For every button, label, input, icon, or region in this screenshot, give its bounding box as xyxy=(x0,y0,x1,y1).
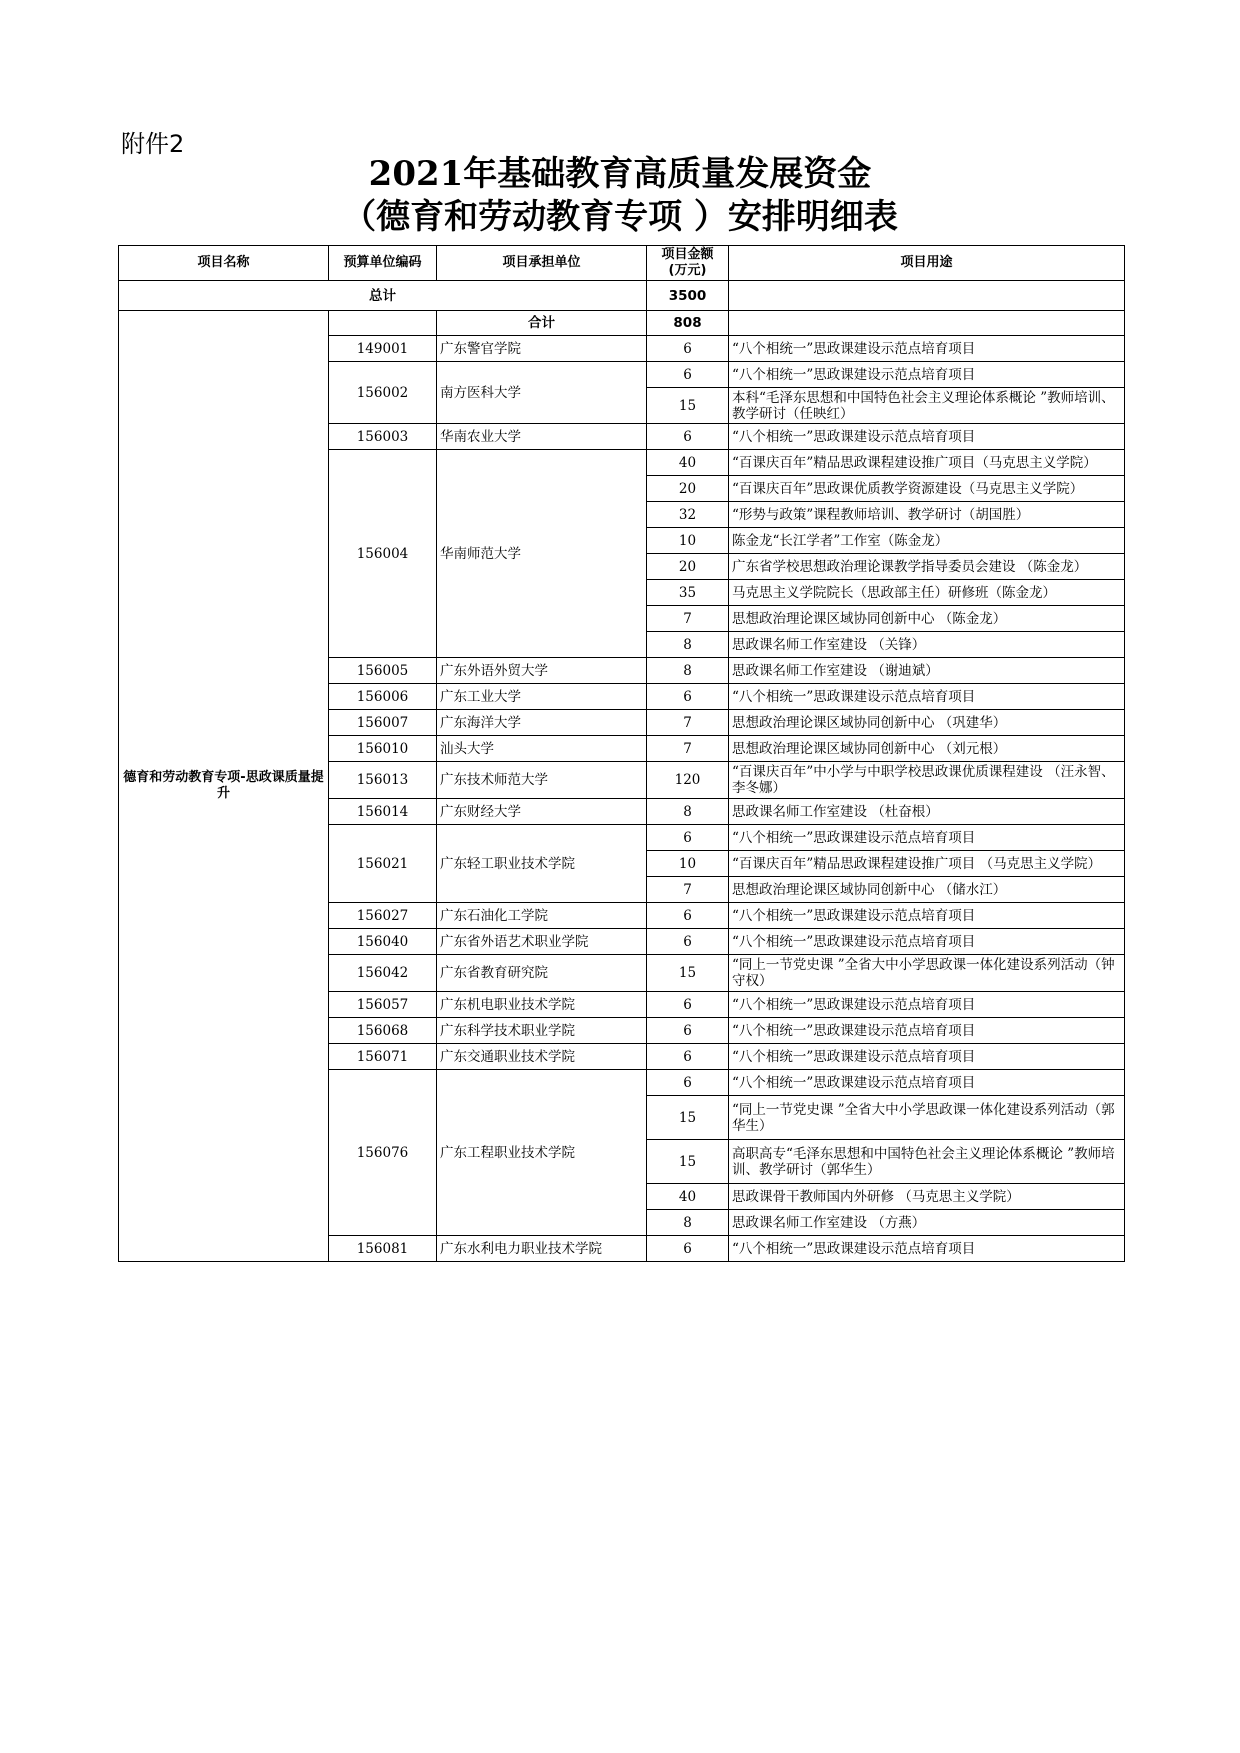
amount-cell: 6 xyxy=(647,362,729,388)
amount-cell: 40 xyxy=(647,450,729,476)
purpose-cell xyxy=(729,658,1125,684)
header-amount xyxy=(647,246,729,281)
header-row xyxy=(119,246,1125,281)
subtotal-row xyxy=(119,311,1125,336)
purpose-text: “八个相统一”思政课建设示范点培育项目 xyxy=(732,829,976,846)
budget-code-cell: 156004 xyxy=(329,450,437,658)
unit-name-cell: 广东工业大学 xyxy=(437,684,647,710)
unit-name-cell: 广东财经大学 xyxy=(437,799,647,825)
budget-code-cell: 156006 xyxy=(329,684,437,710)
purpose-cell xyxy=(729,736,1125,762)
purpose-text: 高职高专“毛泽东思想和中国特色社会主义理论体系概论 ”教师培训、教学研讨（郭华生） xyxy=(732,1145,1115,1178)
purpose-cell xyxy=(729,1096,1125,1140)
purpose-text: 马克思主义学院院长（思政部主任）研修班（陈金龙） xyxy=(732,584,1056,601)
unit-name-cell: 广东警官学院 xyxy=(437,336,647,362)
purpose-cell xyxy=(729,424,1125,450)
amount-cell: 15 xyxy=(647,955,729,992)
grand-total-purpose xyxy=(729,281,1125,311)
subtotal-purpose xyxy=(729,311,1125,336)
purpose-cell xyxy=(729,799,1125,825)
purpose-cell xyxy=(729,684,1125,710)
attachment-label: 附件2 xyxy=(121,130,185,158)
amount-cell: 15 xyxy=(647,1096,729,1140)
purpose-text: “百课庆百年”中小学与中职学校思政课优质课程建设 （汪永智、李冬娜） xyxy=(732,764,1115,796)
grand-total-row xyxy=(119,281,1125,311)
purpose-cell xyxy=(729,606,1125,632)
purpose-cell xyxy=(729,1044,1125,1070)
amount-cell: 32 xyxy=(647,502,729,528)
budget-code-cell: 156027 xyxy=(329,903,437,929)
budget-code-cell: 156007 xyxy=(329,710,437,736)
amount-cell: 7 xyxy=(647,877,729,903)
purpose-cell xyxy=(729,1070,1125,1096)
purpose-cell xyxy=(729,1184,1125,1210)
purpose-cell xyxy=(729,476,1125,502)
budget-code-cell: 156014 xyxy=(329,799,437,825)
unit-name-cell: 广东水利电力职业技术学院 xyxy=(437,1236,647,1262)
unit-name-cell: 广东交通职业技术学院 xyxy=(437,1044,647,1070)
budget-code-cell: 156013 xyxy=(329,762,437,799)
purpose-text: “形势与政策”课程教师培训、教学研讨（胡国胜） xyxy=(732,506,1030,523)
unit-name-cell: 广东外语外贸大学 xyxy=(437,658,647,684)
amount-cell: 6 xyxy=(647,684,729,710)
unit-name-cell: 南方医科大学 xyxy=(437,362,647,424)
budget-code-cell: 156010 xyxy=(329,736,437,762)
unit-name-cell: 广东石油化工学院 xyxy=(437,903,647,929)
header-amount-line-2: (万元) xyxy=(668,263,707,278)
header-unit: 项目承担单位 xyxy=(437,246,647,281)
purpose-text: 思想政治理论课区域协同创新中心 （储水江） xyxy=(732,881,1007,898)
purpose-text: 思政课名师工作室建设 （关锋） xyxy=(732,636,926,653)
purpose-text: “八个相统一”思政课建设示范点培育项目 xyxy=(732,366,976,383)
purpose-cell xyxy=(729,877,1125,903)
purpose-text: “同上一节党史课 ”全省大中小学思政课一体化建设系列活动（钟守权） xyxy=(732,957,1115,989)
header-budget-code: 预算单位编码 xyxy=(329,246,437,281)
purpose-text: 思政课名师工作室建设 （方燕） xyxy=(732,1214,926,1231)
purpose-text: 思政课名师工作室建设 （谢迪斌） xyxy=(732,662,939,679)
purpose-text: “八个相统一”思政课建设示范点培育项目 xyxy=(732,688,976,705)
amount-cell: 10 xyxy=(647,528,729,554)
amount-cell: 15 xyxy=(647,1140,729,1184)
purpose-cell xyxy=(729,955,1125,992)
amount-cell: 6 xyxy=(647,992,729,1018)
amount-cell: 20 xyxy=(647,554,729,580)
purpose-text: “百课庆百年”思政课优质教学资源建设（马克思主义学院） xyxy=(732,480,1084,497)
purpose-cell xyxy=(729,903,1125,929)
amount-cell: 6 xyxy=(647,929,729,955)
purpose-text: “八个相统一”思政课建设示范点培育项目 xyxy=(732,1022,976,1039)
purpose-cell xyxy=(729,1018,1125,1044)
purpose-cell xyxy=(729,1140,1125,1184)
unit-name-cell: 广东科学技术职业学院 xyxy=(437,1018,647,1044)
purpose-text: 思政课骨干教师国内外研修 （马克思主义学院） xyxy=(732,1188,1020,1205)
unit-name-cell: 广东省外语艺术职业学院 xyxy=(437,929,647,955)
budget-code-cell: 156003 xyxy=(329,424,437,450)
amount-cell: 20 xyxy=(647,476,729,502)
purpose-text: 思政课名师工作室建设 （杜奋根） xyxy=(732,803,939,820)
unit-name-cell: 广东工程职业技术学院 xyxy=(437,1070,647,1236)
purpose-cell xyxy=(729,632,1125,658)
amount-cell: 8 xyxy=(647,1210,729,1236)
purpose-text: 思想政治理论课区域协同创新中心 （陈金龙） xyxy=(732,610,1007,627)
budget-code-cell: 156040 xyxy=(329,929,437,955)
unit-name-cell: 汕头大学 xyxy=(437,736,647,762)
amount-cell: 7 xyxy=(647,606,729,632)
page-title-line-2: （德育和劳动教育专项 ）安排明细表 xyxy=(342,197,898,237)
page-title-line-1: 2021年基础教育高质量发展资金 xyxy=(368,154,872,194)
budget-code-cell: 156076 xyxy=(329,1070,437,1236)
budget-code-cell: 156071 xyxy=(329,1044,437,1070)
amount-cell: 7 xyxy=(647,710,729,736)
purpose-cell xyxy=(729,1210,1125,1236)
purpose-cell xyxy=(729,554,1125,580)
purpose-cell xyxy=(729,362,1125,388)
purpose-cell xyxy=(729,450,1125,476)
budget-code-cell: 156042 xyxy=(329,955,437,992)
purpose-cell xyxy=(729,388,1125,424)
grand-total-amount: 3500 xyxy=(647,281,729,311)
header-purpose: 项目用途 xyxy=(729,246,1125,281)
purpose-text: “八个相统一”思政课建设示范点培育项目 xyxy=(732,907,976,924)
amount-cell: 6 xyxy=(647,1236,729,1262)
project-name-cell: 德育和劳动教育专项-思政课质量提升 xyxy=(119,311,329,1262)
purpose-text: “八个相统一”思政课建设示范点培育项目 xyxy=(732,428,976,445)
purpose-cell xyxy=(729,992,1125,1018)
purpose-cell xyxy=(729,580,1125,606)
unit-name-cell: 广东省教育研究院 xyxy=(437,955,647,992)
purpose-cell xyxy=(729,502,1125,528)
budget-code-cell: 156021 xyxy=(329,825,437,903)
purpose-text: “八个相统一”思政课建设示范点培育项目 xyxy=(732,1240,976,1257)
purpose-text: “八个相统一”思政课建设示范点培育项目 xyxy=(732,933,976,950)
purpose-text: “八个相统一”思政课建设示范点培育项目 xyxy=(732,996,976,1013)
unit-name-cell: 广东机电职业技术学院 xyxy=(437,992,647,1018)
amount-cell: 120 xyxy=(647,762,729,799)
grand-total-label: 总计 xyxy=(119,281,647,311)
budget-code-cell: 156057 xyxy=(329,992,437,1018)
allocation-table xyxy=(118,245,1125,1262)
purpose-text: “同上一节党史课 ”全省大中小学思政课一体化建设系列活动（郭华生） xyxy=(732,1101,1115,1134)
purpose-cell xyxy=(729,851,1125,877)
subtotal-code xyxy=(329,311,437,336)
amount-cell: 8 xyxy=(647,658,729,684)
purpose-cell xyxy=(729,929,1125,955)
amount-cell: 40 xyxy=(647,1184,729,1210)
purpose-cell xyxy=(729,528,1125,554)
purpose-cell xyxy=(729,762,1125,799)
amount-cell: 6 xyxy=(647,1018,729,1044)
amount-cell: 6 xyxy=(647,1044,729,1070)
subtotal-amount: 808 xyxy=(647,311,729,336)
purpose-cell xyxy=(729,336,1125,362)
unit-name-cell: 广东海洋大学 xyxy=(437,710,647,736)
amount-cell: 7 xyxy=(647,736,729,762)
purpose-text: “八个相统一”思政课建设示范点培育项目 xyxy=(732,340,976,357)
budget-code-cell: 149001 xyxy=(329,336,437,362)
budget-code-cell: 156068 xyxy=(329,1018,437,1044)
purpose-text: 思想政治理论课区域协同创新中心 （刘元根） xyxy=(732,740,1007,757)
purpose-text: 本科“毛泽东思想和中国特色社会主义理论体系概论 ”教师培训、教学研讨（任映红） xyxy=(732,389,1115,422)
purpose-text: “百课庆百年”精品思政课程建设推广项目 （马克思主义学院） xyxy=(732,855,1102,872)
budget-code-cell: 156081 xyxy=(329,1236,437,1262)
header-project-name: 项目名称 xyxy=(119,246,329,281)
purpose-text: “百课庆百年”精品思政课程建设推广项目（马克思主义学院） xyxy=(732,454,1097,471)
header-amount-line-1: 项目金额 xyxy=(661,247,714,262)
amount-cell: 6 xyxy=(647,336,729,362)
amount-cell: 6 xyxy=(647,825,729,851)
amount-cell: 35 xyxy=(647,580,729,606)
purpose-text: 广东省学校思想政治理论课教学指导委员会建设 （陈金龙） xyxy=(732,558,1088,575)
purpose-text: “八个相统一”思政课建设示范点培育项目 xyxy=(732,1048,976,1065)
unit-name-cell: 华南师范大学 xyxy=(437,450,647,658)
purpose-cell xyxy=(729,1236,1125,1262)
subtotal-label: 合计 xyxy=(437,311,647,336)
unit-name-cell: 广东技术师范大学 xyxy=(437,762,647,799)
amount-cell: 6 xyxy=(647,903,729,929)
amount-cell: 15 xyxy=(647,388,729,424)
purpose-cell xyxy=(729,710,1125,736)
purpose-text: 思想政治理论课区域协同创新中心 （巩建华） xyxy=(732,714,1007,731)
amount-cell: 8 xyxy=(647,799,729,825)
unit-name-cell: 华南农业大学 xyxy=(437,424,647,450)
purpose-cell xyxy=(729,825,1125,851)
amount-cell: 10 xyxy=(647,851,729,877)
amount-cell: 6 xyxy=(647,424,729,450)
unit-name-cell: 广东轻工职业技术学院 xyxy=(437,825,647,903)
amount-cell: 8 xyxy=(647,632,729,658)
budget-code-cell: 156005 xyxy=(329,658,437,684)
amount-cell: 6 xyxy=(647,1070,729,1096)
purpose-text: “八个相统一”思政课建设示范点培育项目 xyxy=(732,1074,976,1091)
budget-code-cell: 156002 xyxy=(329,362,437,424)
purpose-text: 陈金龙“长江学者”工作室（陈金龙） xyxy=(732,532,949,549)
